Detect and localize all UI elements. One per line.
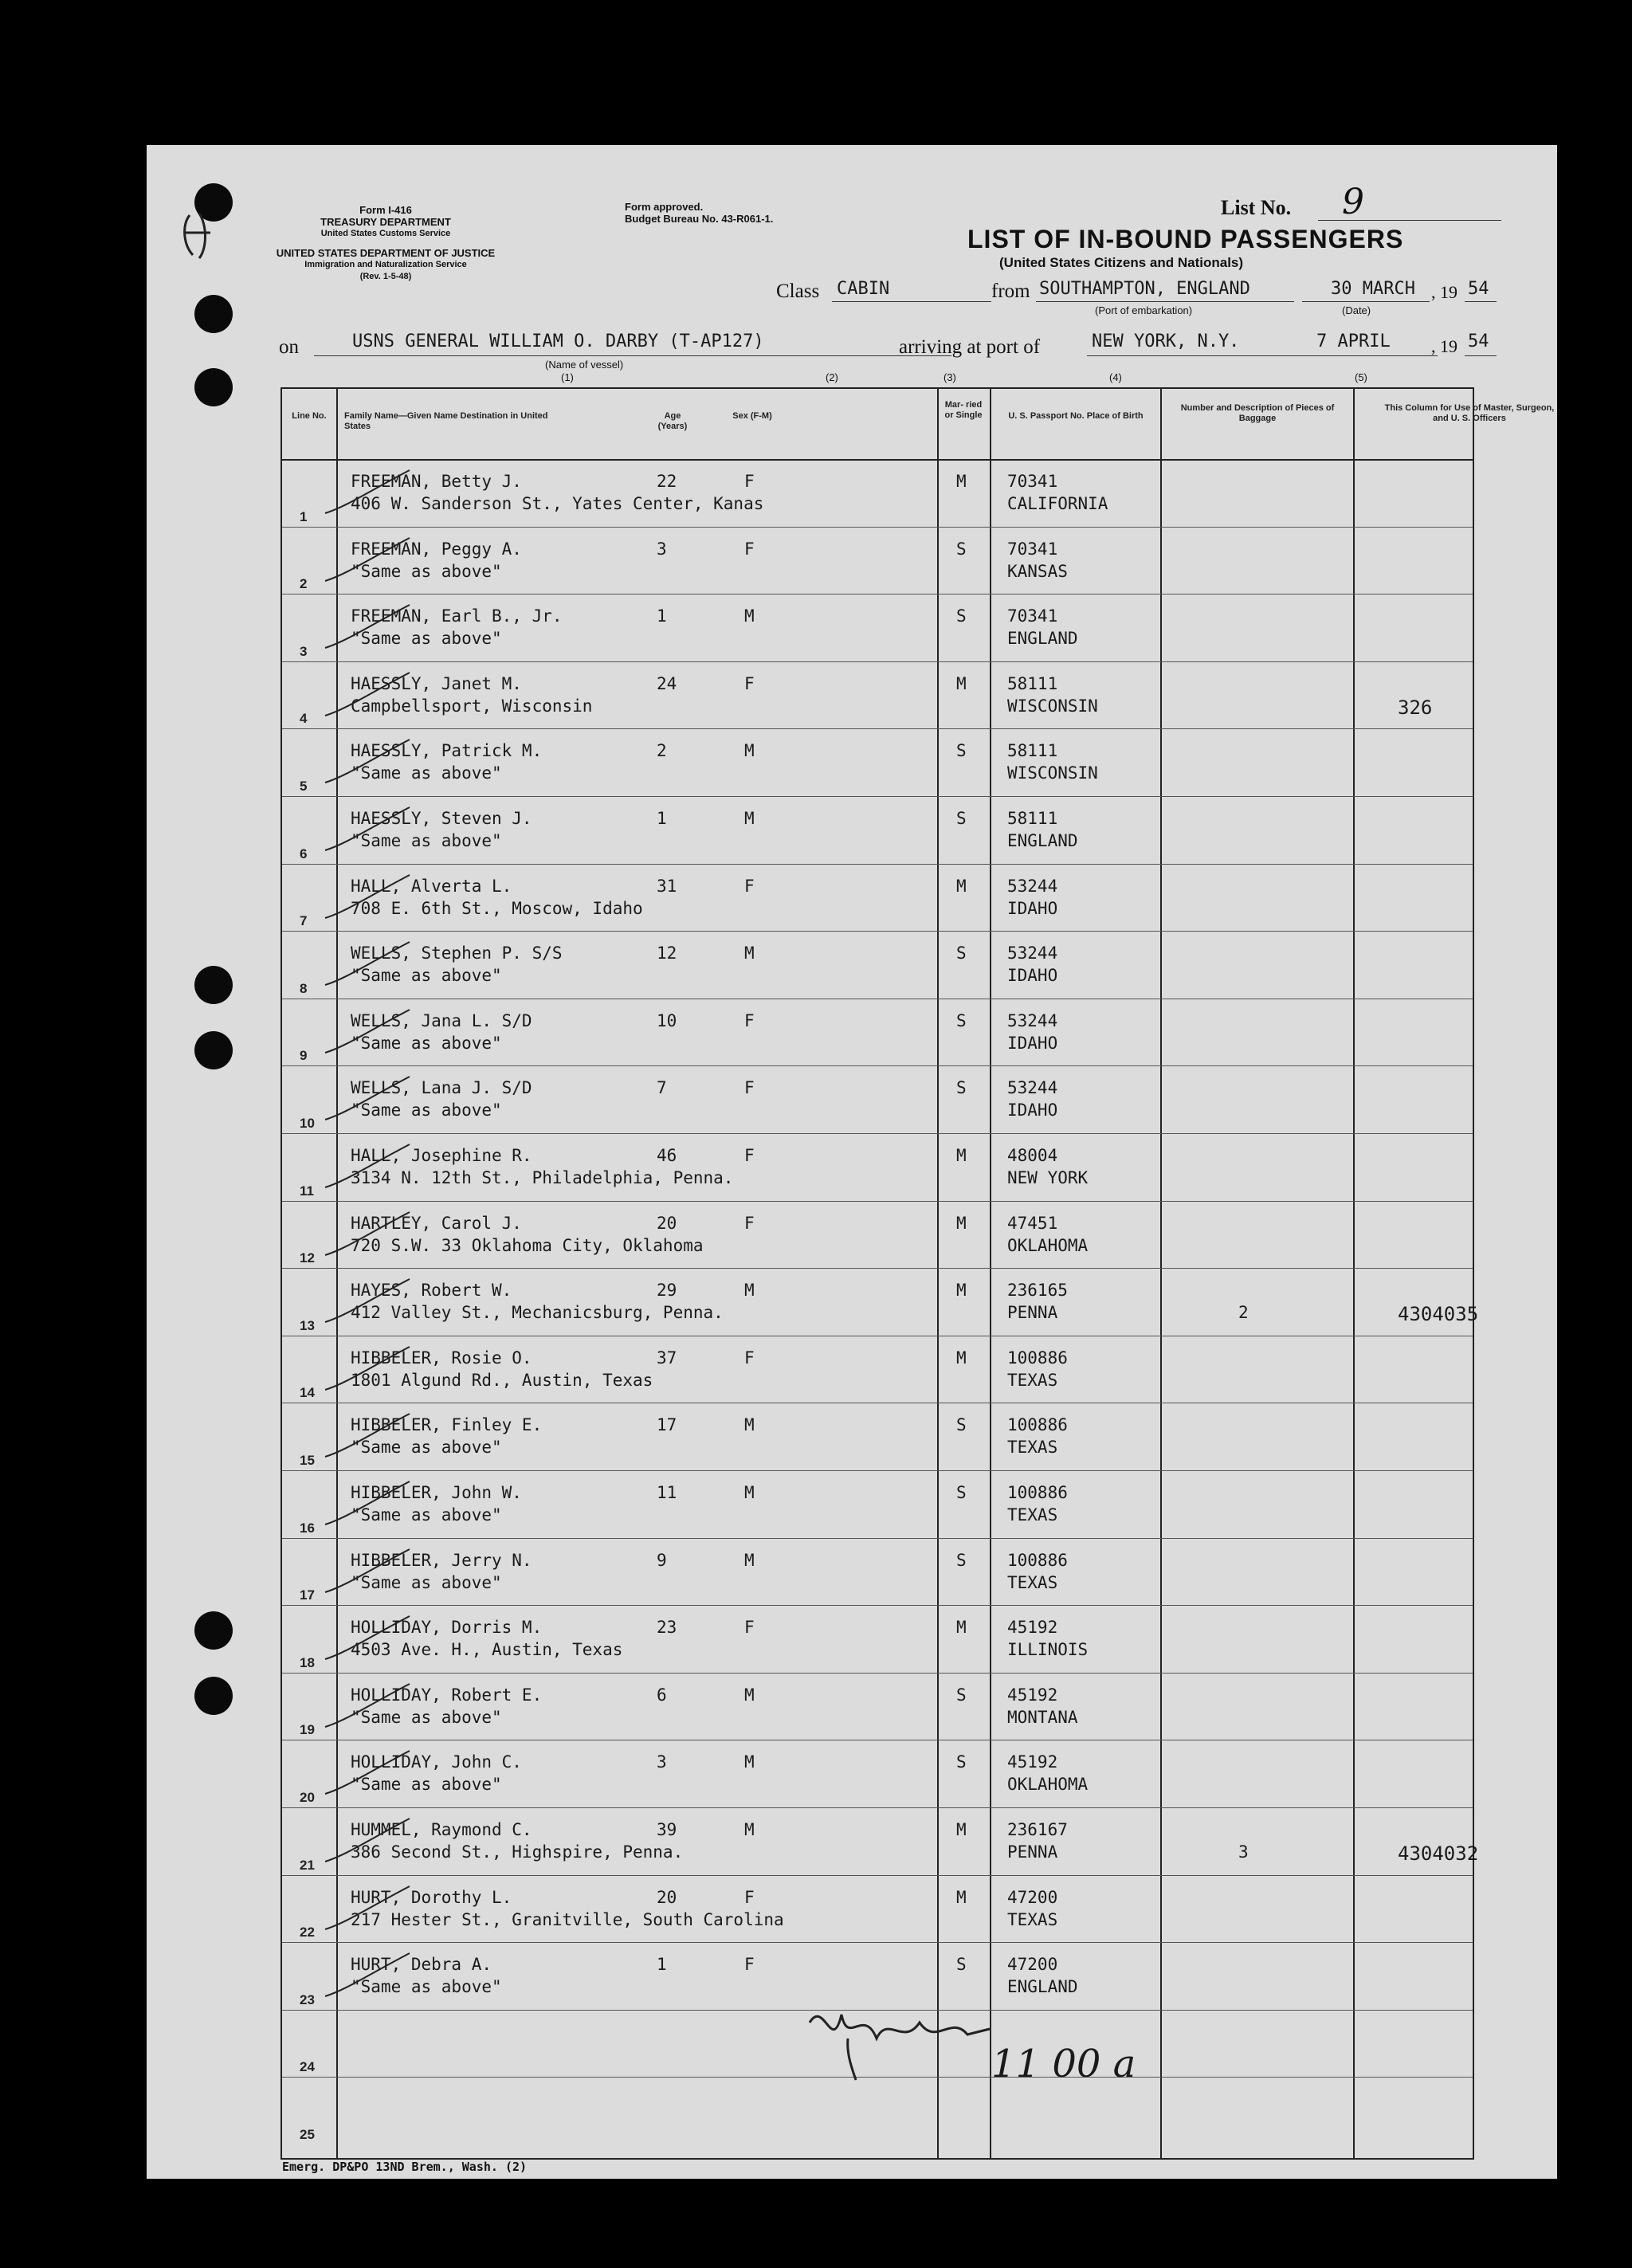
marital-status: M xyxy=(956,1146,967,1165)
sex: M xyxy=(744,1415,755,1435)
age: 12 xyxy=(657,944,677,963)
line-number: 22 xyxy=(300,1925,315,1940)
sex: F xyxy=(744,539,755,559)
row-divider xyxy=(282,796,1473,797)
passport-number: 100886 xyxy=(1007,1348,1068,1367)
sex: M xyxy=(744,1752,755,1772)
sex: M xyxy=(744,741,755,761)
check-mark-icon xyxy=(322,804,418,860)
marital-status: S xyxy=(956,1685,967,1705)
passenger-name: HIBBELER, John W. xyxy=(351,1483,522,1502)
from-underline xyxy=(1036,301,1294,302)
check-mark-icon xyxy=(322,1546,418,1602)
passport-number: 47451 xyxy=(1007,1213,1058,1233)
col-divider xyxy=(1353,389,1355,2158)
justice-dept: UNITED STATES DEPARTMENT OF JUSTICE xyxy=(276,247,496,259)
passenger-name: WELLS, Jana L. S/D xyxy=(351,1010,532,1030)
line-number: 4 xyxy=(300,711,308,727)
marital-status: M xyxy=(956,1820,967,1839)
passenger-name: HURT, Debra A. xyxy=(351,1955,492,1975)
line-number: 23 xyxy=(300,1991,315,2007)
ins-service: Immigration and Naturalization Service xyxy=(304,260,467,269)
destination: 720 S.W. 33 Oklahoma City, Oklahoma xyxy=(351,1235,704,1255)
port-of-embarkation: SOUTHAMPTON, ENGLAND xyxy=(1039,279,1250,299)
passport-number: 236165 xyxy=(1007,1281,1068,1301)
passenger-name: HOLLIDAY, John C. xyxy=(351,1752,522,1772)
row-divider xyxy=(282,1807,1473,1808)
destination: 412 Valley St., Mechanicsburg, Penna. xyxy=(351,1303,724,1323)
check-mark-icon xyxy=(322,1748,418,1803)
check-mark-icon xyxy=(322,669,418,725)
manifest-sheet xyxy=(147,145,1557,2179)
passenger-table xyxy=(280,387,1555,2160)
document-title: LIST OF IN-BOUND PASSENGERS xyxy=(967,225,1404,253)
row-divider xyxy=(282,1942,1473,1943)
passport-number: 53244 xyxy=(1007,876,1058,896)
marital-status: S xyxy=(956,1752,967,1772)
check-mark-icon xyxy=(322,1815,418,1871)
age: 3 xyxy=(657,539,667,559)
age: 37 xyxy=(657,1348,677,1367)
marital-status: M xyxy=(956,1887,967,1907)
row-divider xyxy=(282,864,1473,865)
sex: F xyxy=(744,1078,755,1098)
col-header-sex: Sex (F-M) xyxy=(732,411,772,421)
check-mark-icon xyxy=(322,1883,418,1939)
col-header-officers: This Column for Use of Master, Surgeon, and U. S. Officers xyxy=(1384,403,1555,423)
check-mark-icon xyxy=(322,1073,418,1129)
col-divider xyxy=(937,389,939,2158)
sex: F xyxy=(744,1146,755,1165)
date-underline xyxy=(1302,301,1430,302)
marital-status: M xyxy=(956,472,967,491)
sex: M xyxy=(744,809,755,828)
destination: "Same as above" xyxy=(351,1977,502,1997)
line-number: 14 xyxy=(300,1385,315,1401)
budget-bureau: Budget Bureau No. 43-R061-1. xyxy=(625,213,774,225)
passenger-name: HUMMEL, Raymond C. xyxy=(351,1820,532,1839)
officer-notation: 326 xyxy=(1398,696,1433,719)
age: 39 xyxy=(657,1820,677,1839)
column-5-caption: (5) xyxy=(1355,371,1367,383)
passenger-name: HIBBELER, Finley E. xyxy=(351,1415,543,1435)
check-mark-icon xyxy=(322,535,418,591)
check-mark-icon xyxy=(322,602,418,657)
destination: "Same as above" xyxy=(351,1033,502,1053)
destination: 4503 Ave. H., Austin, Texas xyxy=(351,1640,623,1660)
destination: 3134 N. 12th St., Philadelphia, Penna. xyxy=(351,1168,734,1187)
punch-hole xyxy=(194,1031,233,1069)
baggage-count: 2 xyxy=(1238,1303,1249,1323)
place-of-birth: ILLINOIS xyxy=(1007,1640,1089,1660)
check-mark-icon xyxy=(322,1950,418,2006)
passenger-name: HURT, Dorothy L. xyxy=(351,1887,512,1907)
line-number: 24 xyxy=(300,2059,315,2075)
place-of-birth: TEXAS xyxy=(1007,1438,1058,1458)
punch-hole xyxy=(194,368,233,406)
line-number: 6 xyxy=(300,846,308,861)
check-mark-icon xyxy=(322,1478,418,1534)
arriving-label: arriving at port of xyxy=(899,336,1041,358)
marital-status: M xyxy=(956,673,967,693)
column-2-caption: (2) xyxy=(826,371,838,383)
destination: "Same as above" xyxy=(351,1505,502,1524)
age: 1 xyxy=(657,1955,667,1975)
passenger-name: HOLLIDAY, Dorris M. xyxy=(351,1618,543,1638)
officer-notation: 4304032 xyxy=(1398,1842,1479,1865)
age: 9 xyxy=(657,1550,667,1570)
age: 20 xyxy=(657,1887,677,1907)
marital-status: S xyxy=(956,1415,967,1435)
place-of-birth: PENNA xyxy=(1007,1303,1058,1323)
from-label: from xyxy=(991,281,1030,302)
age: 1 xyxy=(657,606,667,626)
passport-number: 100886 xyxy=(1007,1415,1068,1435)
place-of-birth: OKLAHOMA xyxy=(1007,1235,1089,1255)
list-no-label: List No. xyxy=(1221,196,1292,219)
destination: "Same as above" xyxy=(351,561,502,581)
passport-number: 45192 xyxy=(1007,1752,1058,1772)
place-of-birth: PENNA xyxy=(1007,1842,1058,1862)
header-divider xyxy=(282,459,1473,461)
passenger-name: HIBBELER, Jerry N. xyxy=(351,1550,532,1570)
destination: 708 E. 6th St., Moscow, Idaho xyxy=(351,898,643,918)
passenger-name: HOLLIDAY, Robert E. xyxy=(351,1685,543,1705)
port-embark-caption: (Port of embarkation) xyxy=(1095,304,1193,316)
row-divider xyxy=(282,1538,1473,1539)
age: 22 xyxy=(657,472,677,491)
row-divider xyxy=(282,931,1473,932)
age: 6 xyxy=(657,1685,667,1705)
marital-status: S xyxy=(956,944,967,963)
passport-number: 236167 xyxy=(1007,1820,1068,1839)
printer-footer: Emerg. DP&PO 13ND Brem., Wash. (2) xyxy=(282,2160,528,2174)
destination: "Same as above" xyxy=(351,1101,502,1120)
marital-status: S xyxy=(956,1078,967,1098)
arrival-port: NEW YORK, N.Y. xyxy=(1092,332,1240,351)
place-of-birth: WISCONSIN xyxy=(1007,763,1098,783)
age: 17 xyxy=(657,1415,677,1435)
destination: Campbellsport, Wisconsin xyxy=(351,696,593,716)
on-label: on xyxy=(279,336,299,358)
row-divider xyxy=(282,1201,1473,1202)
marital-status: S xyxy=(956,606,967,626)
column-3-caption: (3) xyxy=(944,371,956,383)
passport-number: 47200 xyxy=(1007,1887,1058,1907)
line-number: 5 xyxy=(300,779,308,794)
passenger-name: WELLS, Stephen P. S/S xyxy=(351,944,563,963)
vessel-caption: (Name of vessel) xyxy=(545,359,624,371)
marital-status: M xyxy=(956,1618,967,1638)
check-mark-icon xyxy=(322,1344,418,1399)
passenger-name: HAYES, Robert W. xyxy=(351,1281,512,1301)
passport-number: 48004 xyxy=(1007,1146,1058,1165)
passenger-name: HIBBELER, Rosie O. xyxy=(351,1348,532,1367)
column-4-caption: (4) xyxy=(1109,371,1122,383)
line-number: 8 xyxy=(300,980,308,996)
passport-number: 100886 xyxy=(1007,1550,1068,1570)
passenger-name: FREEMAN, Betty J. xyxy=(351,472,522,491)
handwritten-mark xyxy=(175,209,223,265)
year-prefix-2: , 19 xyxy=(1431,336,1457,356)
row-divider xyxy=(282,1133,1473,1134)
col-header-passport: U. S. Passport No. Place of Birth xyxy=(1008,411,1144,421)
handwritten-time-note: 11 00 a xyxy=(991,2042,1136,2086)
age: 7 xyxy=(657,1078,667,1098)
year-underline-2 xyxy=(1465,355,1497,356)
row-divider xyxy=(282,661,1473,662)
line-number: 2 xyxy=(300,576,308,592)
check-mark-icon xyxy=(322,1276,418,1332)
sex: M xyxy=(744,1550,755,1570)
row-divider xyxy=(282,527,1473,528)
passenger-name: HAESSLY, Steven J. xyxy=(351,809,532,828)
passport-number: 58111 xyxy=(1007,673,1058,693)
row-divider xyxy=(282,1673,1473,1674)
line-number: 12 xyxy=(300,1250,315,1266)
sex: F xyxy=(744,1213,755,1233)
line-number: 18 xyxy=(300,1654,315,1670)
class-underline xyxy=(832,301,991,302)
arrival-year: 54 xyxy=(1468,332,1489,351)
passenger-name: HALL, Alverta L. xyxy=(351,876,512,896)
treasury-dept: TREASURY DEPARTMENT xyxy=(320,216,451,228)
line-number: 9 xyxy=(300,1048,308,1064)
destination: 386 Second St., Highspire, Penna. xyxy=(351,1842,684,1862)
passenger-name: HARTLEY, Carol J. xyxy=(351,1213,522,1233)
row-divider xyxy=(282,1605,1473,1606)
passport-number: 100886 xyxy=(1007,1483,1068,1502)
place-of-birth: ENGLAND xyxy=(1007,1977,1078,1997)
line-number: 17 xyxy=(300,1587,315,1603)
line-number: 1 xyxy=(300,508,308,524)
age: 1 xyxy=(657,809,667,828)
destination: "Same as above" xyxy=(351,1438,502,1458)
check-mark-icon xyxy=(322,1411,418,1466)
destination: "Same as above" xyxy=(351,1775,502,1795)
age: 11 xyxy=(657,1483,677,1502)
passport-number: 45192 xyxy=(1007,1685,1058,1705)
col-divider xyxy=(1160,389,1162,2158)
sex: F xyxy=(744,472,755,491)
embarkation-date: 30 MARCH xyxy=(1331,279,1415,299)
place-of-birth: IDAHO xyxy=(1007,966,1058,986)
form-number: Form I-416 xyxy=(359,204,412,216)
destination: "Same as above" xyxy=(351,966,502,986)
passport-number: 58111 xyxy=(1007,809,1058,828)
col-header-married: Mar- ried or Single xyxy=(944,400,983,420)
passenger-name: HAESSLY, Janet M. xyxy=(351,673,522,693)
punch-hole xyxy=(194,1611,233,1650)
col-header-line-no: Line No. xyxy=(292,411,327,421)
destination: "Same as above" xyxy=(351,629,502,649)
customs-service: United States Customs Service xyxy=(320,229,451,238)
line-number: 16 xyxy=(300,1520,315,1536)
marital-status: M xyxy=(956,1348,967,1367)
place-of-birth: ENGLAND xyxy=(1007,831,1078,850)
check-mark-icon xyxy=(322,1141,418,1197)
sex: F xyxy=(744,1010,755,1030)
line-number: 13 xyxy=(300,1317,315,1333)
justice-dept-block xyxy=(274,247,497,283)
class-value: CABIN xyxy=(837,279,890,299)
baggage-count: 3 xyxy=(1238,1842,1249,1862)
passport-number: 53244 xyxy=(1007,1010,1058,1030)
place-of-birth: TEXAS xyxy=(1007,1572,1058,1592)
check-mark-icon xyxy=(322,1006,418,1062)
date-caption: (Date) xyxy=(1342,304,1371,316)
sex: F xyxy=(744,876,755,896)
place-of-birth: TEXAS xyxy=(1007,1909,1058,1929)
destination: 1801 Algund Rd., Austin, Texas xyxy=(351,1370,653,1390)
line-number: 3 xyxy=(300,643,308,659)
row-divider xyxy=(282,1875,1473,1876)
place-of-birth: TEXAS xyxy=(1007,1505,1058,1524)
class-label: Class xyxy=(776,281,820,302)
column-1-caption: (1) xyxy=(561,371,574,383)
place-of-birth: IDAHO xyxy=(1007,1101,1058,1120)
sex: F xyxy=(744,1618,755,1638)
line-number: 20 xyxy=(300,1790,315,1805)
age: 46 xyxy=(657,1146,677,1165)
age: 10 xyxy=(657,1010,677,1030)
marital-status: S xyxy=(956,1010,967,1030)
place-of-birth: ENGLAND xyxy=(1007,629,1078,649)
arrival-date: 7 APRIL xyxy=(1316,332,1391,351)
age: 3 xyxy=(657,1752,667,1772)
passport-number: 47200 xyxy=(1007,1955,1058,1975)
sex: M xyxy=(744,944,755,963)
sex: F xyxy=(744,673,755,693)
line-number: 21 xyxy=(300,1857,315,1873)
col-header-age: Age (Years) xyxy=(657,411,688,431)
place-of-birth: CALIFORNIA xyxy=(1007,494,1108,513)
check-mark-icon xyxy=(322,467,418,523)
marital-status: S xyxy=(956,1550,967,1570)
vessel-underline xyxy=(314,355,951,356)
destination: "Same as above" xyxy=(351,763,502,783)
passenger-name: HALL, Josephine R. xyxy=(351,1146,532,1165)
col-divider xyxy=(990,389,991,2158)
check-mark-icon xyxy=(322,1613,418,1669)
place-of-birth: WISCONSIN xyxy=(1007,696,1098,716)
place-of-birth: NEW YORK xyxy=(1007,1168,1089,1187)
passport-number: 70341 xyxy=(1007,606,1058,626)
passport-number: 70341 xyxy=(1007,539,1058,559)
line-number: 19 xyxy=(300,1722,315,1738)
place-of-birth: IDAHO xyxy=(1007,898,1058,918)
passenger-name: HAESSLY, Patrick M. xyxy=(351,741,543,761)
place-of-birth: TEXAS xyxy=(1007,1370,1058,1390)
age: 20 xyxy=(657,1213,677,1233)
age: 29 xyxy=(657,1281,677,1301)
arrival-underline xyxy=(1087,355,1438,356)
year-underline-1 xyxy=(1465,301,1497,302)
destination: "Same as above" xyxy=(351,1707,502,1727)
year-prefix-1: , 19 xyxy=(1431,282,1457,302)
check-mark-icon xyxy=(322,872,418,928)
marital-status: M xyxy=(956,876,967,896)
passenger-name: FREEMAN, Earl B., Jr. xyxy=(351,606,563,626)
line-number: 10 xyxy=(300,1116,315,1131)
marital-status: S xyxy=(956,741,967,761)
punch-hole xyxy=(194,295,233,333)
check-mark-icon xyxy=(322,1681,418,1736)
line-number: 7 xyxy=(300,913,308,929)
marital-status: S xyxy=(956,539,967,559)
form-approved-block xyxy=(625,201,773,225)
col-header-name: Family Name—Given Name Destination in United States xyxy=(344,411,548,431)
passport-number: 58111 xyxy=(1007,741,1058,761)
row-divider xyxy=(282,1065,1473,1066)
destination: "Same as above" xyxy=(351,1572,502,1592)
destination: 217 Hester St., Granitville, South Carolina xyxy=(351,1909,784,1929)
document-subtitle: (United States Citizens and Nationals) xyxy=(999,255,1244,270)
marital-status: S xyxy=(956,1955,967,1975)
passenger-name: WELLS, Lana J. S/D xyxy=(351,1078,532,1098)
place-of-birth: IDAHO xyxy=(1007,1033,1058,1053)
sex: F xyxy=(744,1887,755,1907)
punch-hole xyxy=(194,1677,233,1715)
embark-year: 54 xyxy=(1468,279,1489,299)
sex: M xyxy=(744,1281,755,1301)
punch-hole xyxy=(194,966,233,1004)
passport-number: 53244 xyxy=(1007,1078,1058,1098)
check-mark-icon xyxy=(322,736,418,792)
vessel-name: USNS GENERAL WILLIAM O. DARBY (T-AP127) xyxy=(352,332,764,351)
marital-status: S xyxy=(956,1483,967,1502)
age: 24 xyxy=(657,673,677,693)
place-of-birth: OKLAHOMA xyxy=(1007,1775,1089,1795)
officer-notation: 4304035 xyxy=(1398,1303,1479,1326)
destination: "Same as above" xyxy=(351,831,502,850)
line-number: 25 xyxy=(300,2127,315,2142)
form-header-left xyxy=(274,204,497,240)
passport-number: 70341 xyxy=(1007,472,1058,491)
check-mark-icon xyxy=(322,1209,418,1265)
passport-number: 45192 xyxy=(1007,1618,1058,1638)
sex: F xyxy=(744,1955,755,1975)
form-approved: Form approved. xyxy=(625,201,704,213)
sex: M xyxy=(744,606,755,626)
form-revision: (Rev. 1-5-48) xyxy=(359,272,412,281)
row-divider xyxy=(282,1268,1473,1269)
row-divider xyxy=(282,1470,1473,1471)
place-of-birth: MONTANA xyxy=(1007,1707,1078,1727)
age: 23 xyxy=(657,1618,677,1638)
marital-status: M xyxy=(956,1213,967,1233)
line-number: 15 xyxy=(300,1453,315,1468)
line-number: 11 xyxy=(300,1183,314,1199)
place-of-birth: KANSAS xyxy=(1007,561,1068,581)
marital-status: S xyxy=(956,809,967,828)
row-divider xyxy=(282,728,1473,729)
sex: F xyxy=(744,1348,755,1367)
list-no-value: 9 xyxy=(1342,182,1364,222)
marital-status: M xyxy=(956,1281,967,1301)
col-header-baggage: Number and Description of Pieces of Baggage xyxy=(1180,403,1335,423)
passenger-name: FREEMAN, Peggy A. xyxy=(351,539,522,559)
check-mark-icon xyxy=(322,939,418,995)
age: 31 xyxy=(657,876,677,896)
sex: M xyxy=(744,1685,755,1705)
destination: 406 W. Sanderson St., Yates Center, Kanas xyxy=(351,494,764,513)
sex: M xyxy=(744,1820,755,1839)
passport-number: 53244 xyxy=(1007,944,1058,963)
age: 2 xyxy=(657,741,667,761)
sex: M xyxy=(744,1483,755,1502)
